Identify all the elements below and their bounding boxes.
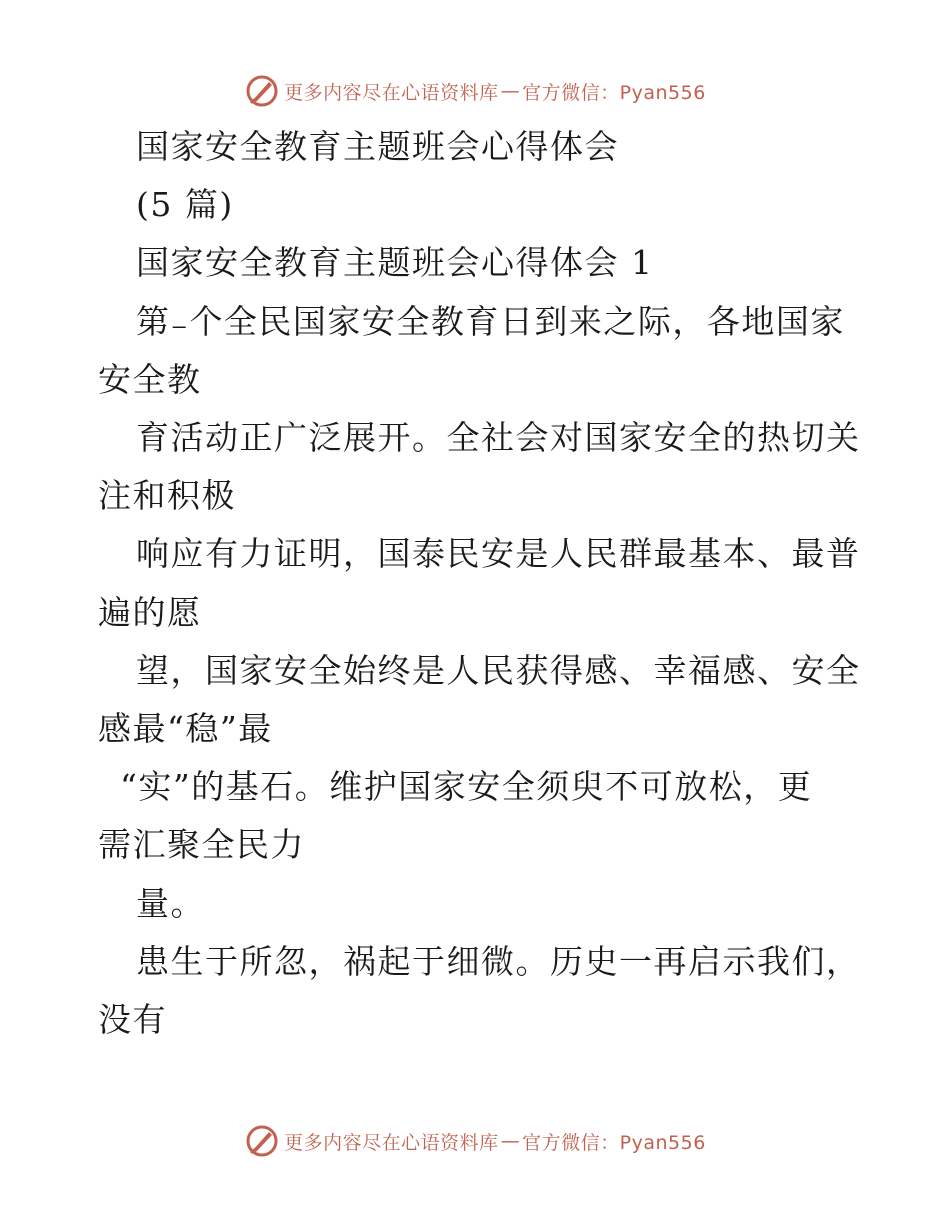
paragraph-line: “实”的基石。维护国家安全须臾不可放松，更 — [120, 767, 813, 806]
paragraph-line: 需汇聚全民力 — [98, 825, 305, 864]
banner-text: 更多内容尽在心语资料库 — [284, 81, 499, 104]
document-title: 国家安全教育主题班会心得体会 — [136, 127, 619, 166]
paragraph-line: 量。 — [136, 884, 205, 923]
paragraph-line: 望，国家安全始终是人民获得感、幸福感、安全 — [136, 651, 861, 690]
paragraph-line: 没有 — [98, 1000, 167, 1039]
banner-separator: — — [500, 80, 521, 102]
banner-contact: 官方微信：Pyan556 — [522, 1131, 706, 1154]
footer-banner — [0, 1121, 950, 1161]
section-heading: 国家安全教育主题班会心得体会 1 — [136, 243, 654, 282]
document-subtitle: (5 篇) — [136, 185, 234, 224]
banner-separator: — — [500, 1130, 521, 1152]
banner-text: 更多内容尽在心语资料库 — [284, 1131, 499, 1154]
paragraph-line: 育活动正广泛展开。全社会对国家安全的热切关 — [136, 418, 861, 457]
paragraph-line: 遍的愿 — [98, 593, 202, 632]
paragraph-line: 注和积极 — [98, 476, 236, 515]
paragraph-line: 患生于所忽，祸起于细微。历史一再启示我们， — [136, 942, 861, 981]
header-banner — [0, 71, 950, 111]
paragraph-line: 感最“稳”最 — [98, 709, 273, 748]
paragraph-line: 安全教 — [98, 360, 202, 399]
quill-logo-icon — [244, 1123, 280, 1159]
paragraph-line: 响应有力证明，国泰民安是人民群最基本、最普 — [136, 534, 861, 573]
paragraph-line: 第₋个全民国家安全教育日到来之际，各地国家 — [136, 302, 845, 341]
banner-contact: 官方微信：Pyan556 — [522, 81, 706, 104]
quill-logo-icon — [244, 73, 280, 109]
